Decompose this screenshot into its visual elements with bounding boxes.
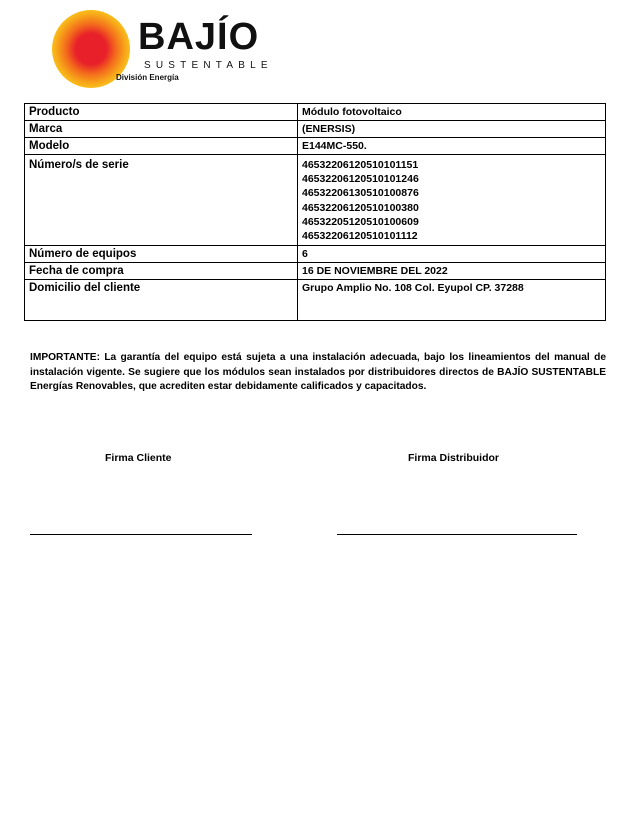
table-row <box>25 104 606 121</box>
company-logo <box>52 10 272 86</box>
table-row-serials <box>25 155 606 246</box>
serial-list <box>298 155 606 246</box>
table-row <box>25 138 606 155</box>
fecha-label: Fecha de compra <box>25 263 298 280</box>
row-value: (ENERSIS) <box>298 121 606 138</box>
equipos-value: 6 <box>298 246 606 263</box>
logo-tagline: SUSTENTABLE <box>144 60 273 71</box>
serial-number: 46532206120510101112 <box>302 230 418 243</box>
serial-number: 46532206120510101151 <box>302 159 419 171</box>
table-row <box>25 246 606 263</box>
distributor-signature-label: Firma Distribuidor <box>408 452 500 464</box>
serial-number: 46532206130510100876 <box>302 187 419 200</box>
warranty-notice: IMPORTANTE: La garantía del equipo está sujeta a una instalación adecuada, bajo los lineamientos del manual de instalación vigente. Se sugiere que los módulos sean instalados por distribuidores directos de BAJÍO SUSTENTABLE Energías Renovables, que acrediten estar debidamente calificados y capacitados. <box>30 352 606 392</box>
logo-brand: BAJÍO <box>138 16 260 58</box>
row-label: Modelo <box>25 138 298 155</box>
client-signature-label: Firma Cliente <box>105 452 172 464</box>
serial-number: 46532205120510100609 <box>302 215 419 228</box>
domicilio-label: Domicilio del cliente <box>25 280 298 321</box>
row-value: E144MC-550. <box>298 138 606 155</box>
row-label: Marca <box>25 121 298 138</box>
row-label: Producto <box>25 104 298 121</box>
table-row <box>25 280 606 321</box>
serial-number: 46532206120510100380 <box>302 201 419 214</box>
serial-number: 46532206120510101246 <box>302 173 419 186</box>
equipos-label: Número de equipos <box>25 246 298 263</box>
fecha-value: 16 DE NOVIEMBRE DEL 2022 <box>298 263 606 280</box>
warranty-info-table <box>24 103 606 321</box>
table-row <box>25 263 606 280</box>
serial-label: Número/s de serie <box>25 155 298 246</box>
table-row <box>25 121 606 138</box>
row-value: Módulo fotovoltaico <box>298 104 606 121</box>
client-signature-line <box>30 534 252 535</box>
logo-division: División Energía <box>116 73 179 82</box>
domicilio-value: Grupo Amplio No. 108 Col. Eyupol CP. 37288 <box>298 280 606 321</box>
distributor-signature-line <box>337 534 577 535</box>
